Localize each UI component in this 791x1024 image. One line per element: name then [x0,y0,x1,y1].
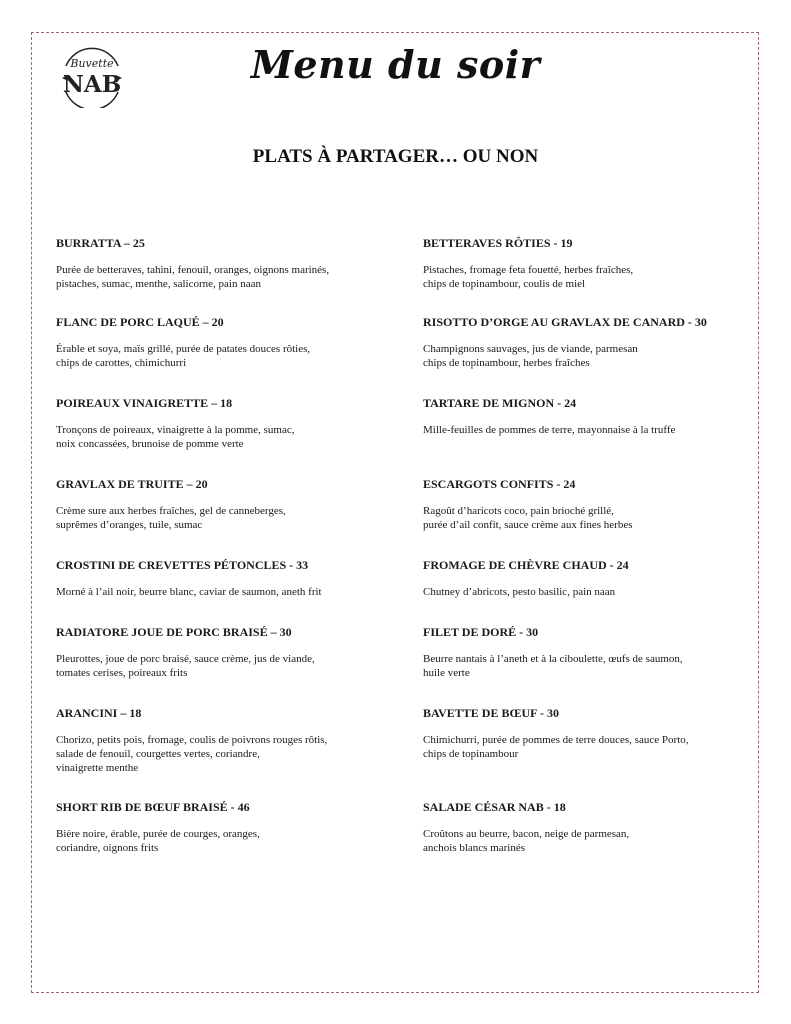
menu-item-name: GRAVLAX DE TRUITE – 20 [56,477,208,491]
menu-item [423,477,763,532]
menu-item-description: Bière noire, érable, purée de courges, oranges, coriandre, oignons frits [56,828,260,854]
menu-item-name: ESCARGOTS CONFITS - 24 [423,477,576,491]
logo-main-text: NAB [62,71,122,98]
menu-item-name: FILET DE DORÉ - 30 [423,625,539,639]
menu-item-name: BETTERAVES RÔTIES - 19 [423,236,573,250]
menu-item [423,800,763,855]
menu-item-description: Mille-feuilles de pommes de terre, mayonnaise à la truffe [423,424,676,436]
menu-item-name: TARTARE DE MIGNON - 24 [423,396,577,410]
menu-item [56,800,396,855]
menu-item-description: Croûtons au beurre, bacon, neige de parmesan, anchois blancs marinés [423,828,630,854]
menu-item [56,315,396,370]
menu-item-name: RADIATORE JOUE DE PORC BRAISÉ – 30 [56,625,292,639]
menu-item-name: BURRATTA – 25 [56,236,145,250]
menu-item-name: FROMAGE DE CHÈVRE CHAUD - 24 [423,558,629,572]
logo-top-text: Buvette [70,57,114,70]
menu-item [56,625,396,680]
menu-item-name: SALADE CÉSAR NAB - 18 [423,800,566,814]
menu-item-name: CROSTINI DE CREVETTES PÉTONCLES - 33 [56,558,309,572]
menu-item-name: SHORT RIB DE BŒUF BRAISÉ - 46 [56,800,250,814]
menu-item [56,236,396,291]
menu-item-name: ARANCINI – 18 [56,706,142,720]
menu-item-name: RISOTTO D’ORGE AU GRAVLAX DE CANARD - 30 [423,315,707,329]
menu-item [423,558,763,599]
menu-item [423,706,763,761]
menu-item-description: Crème sure aux herbes fraîches, gel de canneberges, suprêmes d’oranges, tuile, sumac [56,505,286,531]
menu-item-description: Tronçons de poireaux, vinaigrette à la pomme, sumac, noix concassées, brunoise de pomme verte [56,424,295,450]
menu-item-description: Érable et soya, maïs grillé, purée de patates douces rôties, chips de carottes, chimichurri [56,343,311,369]
menu-item-description: Chimichurri, purée de pommes de terre douces, sauce Porto, chips de topinambour [423,734,689,760]
menu-item-description: Pleurottes, joue de porc braisé, sauce crème, jus de viande, tomates cerises, poireaux frits [56,653,315,679]
menu-item-description: Champignons sauvages, jus de viande, parmesan chips de topinambour, herbes fraîches [423,343,638,369]
menu-item-name: POIREAUX VINAIGRETTE – 18 [56,396,233,410]
menu-item [423,236,763,291]
menu-item [56,558,396,599]
menu-item-description: Pistaches, fromage feta fouetté, herbes fraîches, chips de topinambour, coulis de miel [423,264,634,290]
menu-item [423,315,763,370]
menu-item-description: Chutney d’abricots, pesto basilic, pain naan [423,586,616,598]
page-title: Menu du soir [250,42,541,87]
menu-item [56,396,396,451]
menu-item [56,706,396,775]
menu-item-description: Purée de betteraves, tahini, fenouil, oranges, oignons marinés, pistaches, sumac, menthe, salicorne, pain naan [56,264,330,290]
menu-item-description: Beurre nantais à l’aneth et à la ciboulette, œufs de saumon, huile verte [423,653,683,679]
menu-item-name: BAVETTE DE BŒUF - 30 [423,706,560,720]
section-title: PLATS À PARTAGER… OU NON [252,146,539,167]
buvette-nab-logo [52,44,132,108]
menu-item [423,625,763,680]
menu-item-description: Chorizo, petits pois, fromage, coulis de poivrons rouges rôtis, salade de fenouil, courgettes vertes, coriandre, vinaigrette menthe [56,734,328,774]
menu-item-description: Ragoût d’haricots coco, pain brioché grillé, purée d’ail confit, sauce crème aux fines herbes [423,505,633,531]
menu-item [56,477,396,532]
menu-item-description: Morné à l’ail noir, beurre blanc, caviar de saumon, aneth frit [56,586,322,598]
menu-item-name: FLANC DE PORC LAQUÉ – 20 [56,315,224,329]
menu-item [423,396,763,437]
